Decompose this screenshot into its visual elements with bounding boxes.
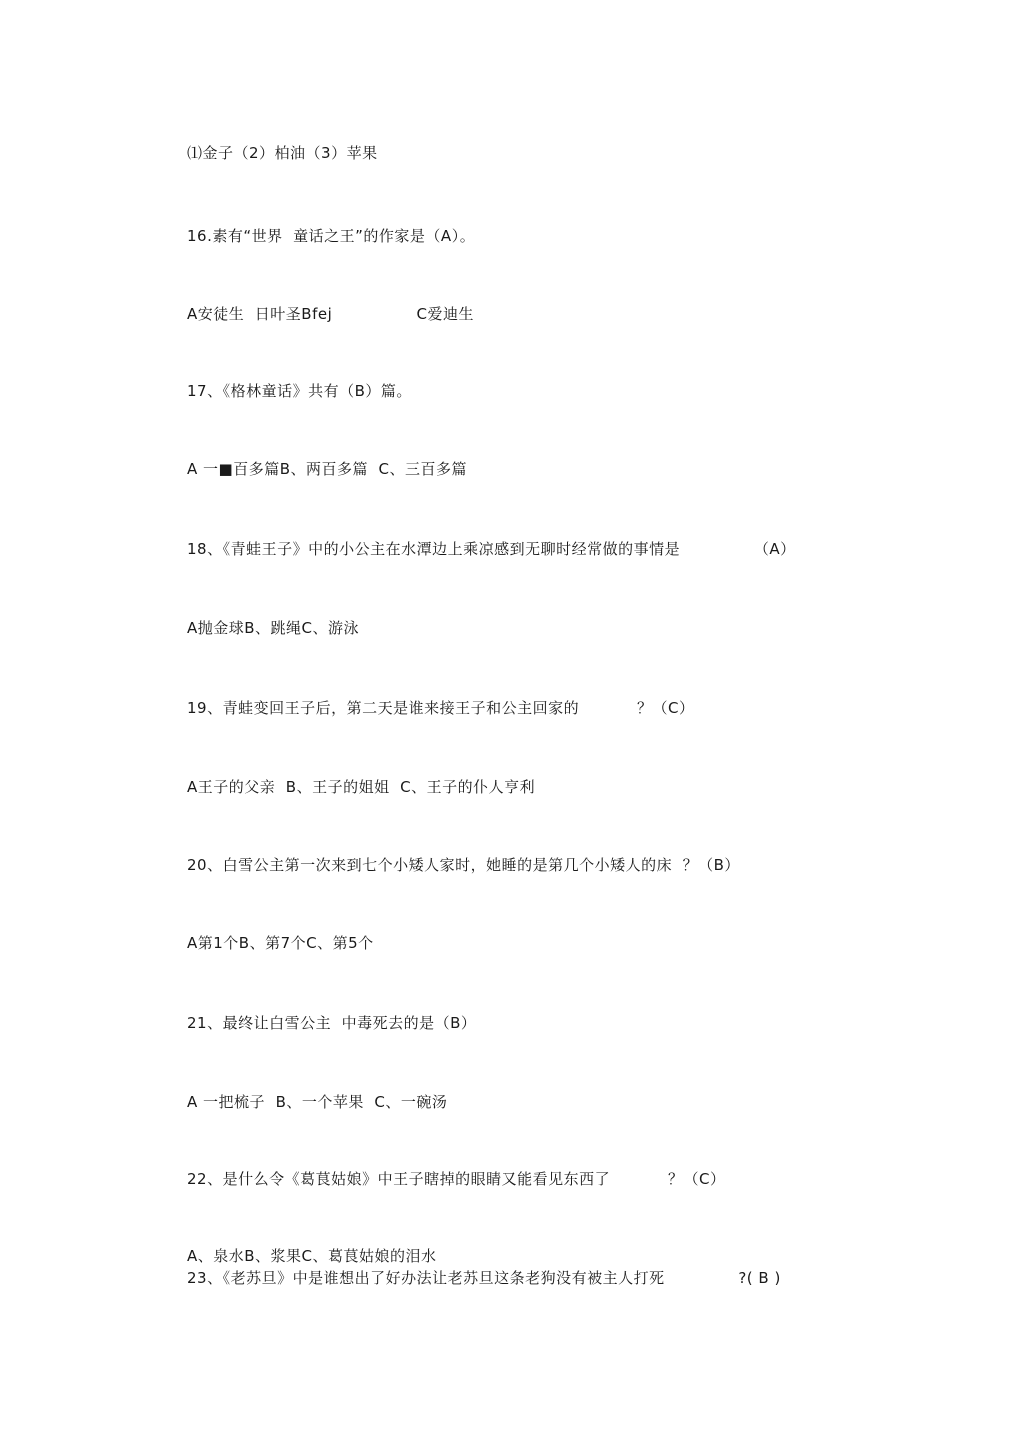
options-21: A 一把梳子 B、一个苹果 C、一碗汤 [187, 1093, 448, 1111]
options-17: A 一■百多篇B、两百多篇 C、三百多篇 [187, 460, 468, 478]
question-18: 18、《青蛙王子》中的小公主在水潭边上乘凉感到无聊时经常做的事情是 （A） [187, 540, 796, 558]
question-23: 23、《老苏旦》中是谁想出了好办法让老苏旦这条老狗没有被主人打死 ?( B ) [187, 1269, 781, 1287]
options-20: A第1个B、第7个C、第5个 [187, 934, 374, 952]
options-19: A王子的父亲 B、王子的姐姐 C、王子的仆人亨利 [187, 778, 536, 796]
options-18: A抛金球B、跳绳C、游泳 [187, 619, 360, 637]
question-20: 20、白雪公主第一次来到七个小矮人家时，她睡的是第几个小矮人的床 ？（B） [187, 856, 740, 874]
question-19: 19、青蛙变回王子后，第二天是谁来接王子和公主回家的 ？（C） [187, 699, 695, 717]
options-16: A安徒生 日叶圣Bfej C爱迪生 [187, 305, 475, 323]
options-22: A、泉水B、浆果C、葛茛姑娘的泪水 [187, 1247, 437, 1265]
question-21: 21、最终让白雪公主 中毒死去的是（B） [187, 1014, 477, 1032]
question-16: 16.素有“世界 童话之王”的作家是（A）。 [187, 227, 476, 245]
question-17: 17、《格林童话》共有（B）篇。 [187, 382, 412, 400]
answer-line-15: ⑴金子（2）柏油（3）苹果 [187, 144, 378, 162]
question-22: 22、是什么令《葛茛姑娘》中王子瞎掉的眼睛又能看见东西了 ？（C） [187, 1170, 726, 1188]
